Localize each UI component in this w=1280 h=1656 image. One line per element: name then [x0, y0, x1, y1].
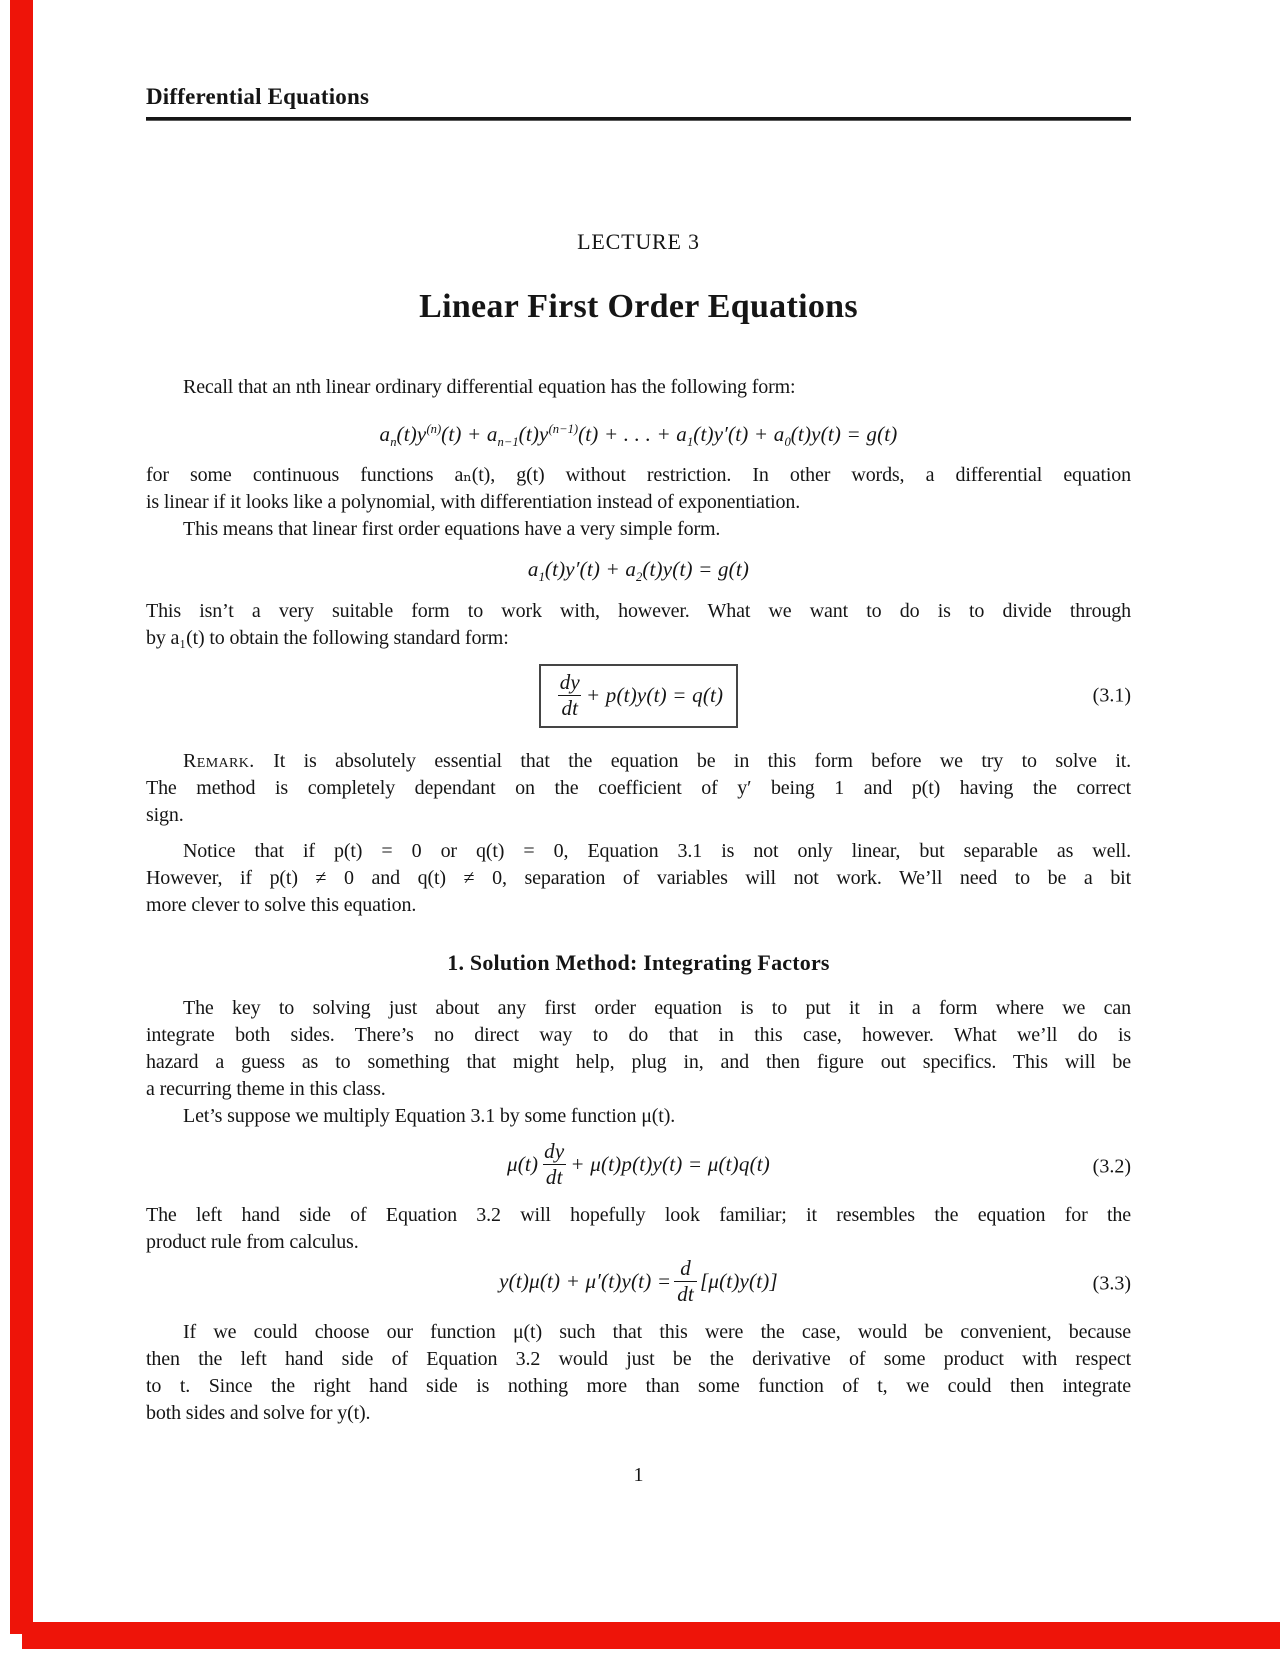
page-title: Linear First Order Equations	[419, 288, 858, 325]
remark-text: It is absolutely essential that the equation be in this form before we try to solve it.	[273, 750, 1132, 772]
paragraph-lhs	[146, 1202, 1131, 1256]
text-line: by a₁(t) to obtain the following standard form:	[146, 627, 509, 649]
paragraph-forsome	[146, 462, 1131, 543]
text-line: This isn’t a very suitable form to work with, however. What we want to do is to divide through	[146, 600, 1131, 622]
paragraph-recall	[146, 374, 1131, 401]
text-line: This means that linear first order equations have a very simple form.	[183, 518, 721, 540]
text-line: The left hand side of Equation 3.2 will hopefully look familiar; it resembles the equation for the	[146, 1204, 1131, 1226]
text-line: The method is completely dependant on the coefficient of y′ being 1 and p(t) having the correct	[146, 777, 1131, 799]
equation-general-math: $a_n(t)y^{(n)}(t) + a_{n-1}(t)y^{(n-1)}(t)$ + . . . + $a_1(t)y'(t) + a_0(t)y(t) = g(t)$	[379, 422, 898, 450]
equation-standard-form-row	[146, 664, 1131, 727]
text-line: The key to solving just about any first order equation is to put it in a form where we can	[183, 997, 1131, 1019]
equation-first-order	[146, 551, 1131, 587]
lecture-label: LECTURE 3	[577, 229, 700, 254]
paragraph-key	[146, 995, 1131, 1130]
text-line: sign.	[146, 804, 184, 826]
paragraph-notice	[146, 838, 1131, 919]
text-line: If we could choose our function μ(t) such that this were the case, would be convenient, because	[183, 1321, 1131, 1343]
text-line: then the left hand side of Equation 3.2 would just be the derivative of some product with respect	[146, 1348, 1131, 1370]
text-line: a recurring theme in this class.	[146, 1078, 386, 1100]
equation-first-order-math: $a_1(t)y'(t) + a_2(t)y(t) = g(t)$	[527, 557, 750, 585]
equation-product-rule-math: y(t)μ(t) + μ′(t)y(t) = $\frac{d}{dt}$ [μ(t)y(t)]	[499, 1256, 778, 1306]
text-line: hazard a guess as to something that might help, plug in, and then figure out specifics. This will be	[146, 1051, 1131, 1073]
text-line: product rule from calculus.	[146, 1231, 359, 1253]
text-line: is linear if it looks like a polynomial, with differentiation instead of exponentiation.	[146, 491, 801, 513]
equation-general-nth-order	[146, 409, 1131, 449]
equation-integrating-factor-row	[146, 1140, 1131, 1193]
text-line: to t. Since the right hand side is nothing more than some function of t, we could then integrate	[146, 1375, 1131, 1397]
text-line: both sides and solve for y(t).	[146, 1402, 371, 1424]
text-line: more clever to solve this equation.	[146, 894, 417, 916]
paragraph-remark	[146, 748, 1131, 829]
text-line: for some continuous functions aₙ(t), g(t) without restriction. In other words, a differential equation	[146, 464, 1131, 486]
text-line: Recall that an nth linear ordinary differential equation has the following form:	[183, 376, 796, 398]
text-line	[146, 748, 1131, 775]
equation-box	[539, 664, 739, 728]
equation-integrating-factor-math: μ(t) $\frac{dy}{dt}$ + μ(t)p(t)y(t) = μ(t)q(t)	[506, 1139, 770, 1189]
equation-tag-3-2: (3.2)	[1092, 1155, 1131, 1177]
text-line: However, if p(t) ≠ 0 and q(t) ≠ 0, separation of variables will not work. We’ll need to be a bit	[146, 867, 1131, 889]
text-line: Let’s suppose we multiply Equation 3.1 by some function μ(t).	[183, 1105, 676, 1127]
equation-standard-form-math: $\frac{dy}{dt}$ + p(t)y(t) = q(t)	[559, 670, 724, 720]
header-rule	[146, 117, 1131, 121]
equation-tag-3-3: (3.3)	[1092, 1272, 1131, 1294]
bottom-edge-marker	[22, 1622, 1280, 1649]
paragraph-ifwe	[146, 1319, 1131, 1427]
paragraph-thisisnt	[146, 598, 1131, 652]
text-line: integrate both sides. There’s no direct way to do that in this case, however. What we’ll do is	[146, 1024, 1131, 1046]
section-heading: 1. Solution Method: Integrating Factors	[447, 950, 830, 975]
left-edge-marker	[10, 0, 33, 1634]
page-number: 1	[633, 1464, 644, 1486]
equation-tag-3-1: (3.1)	[1092, 684, 1131, 706]
course-header: Differential Equations	[146, 84, 370, 109]
text-line: Notice that if p(t) = 0 or q(t) = 0, Equation 3.1 is not only linear, but separable as well.	[183, 840, 1131, 862]
remark-label: Remark.	[183, 750, 255, 772]
equation-product-rule-row	[146, 1257, 1131, 1310]
